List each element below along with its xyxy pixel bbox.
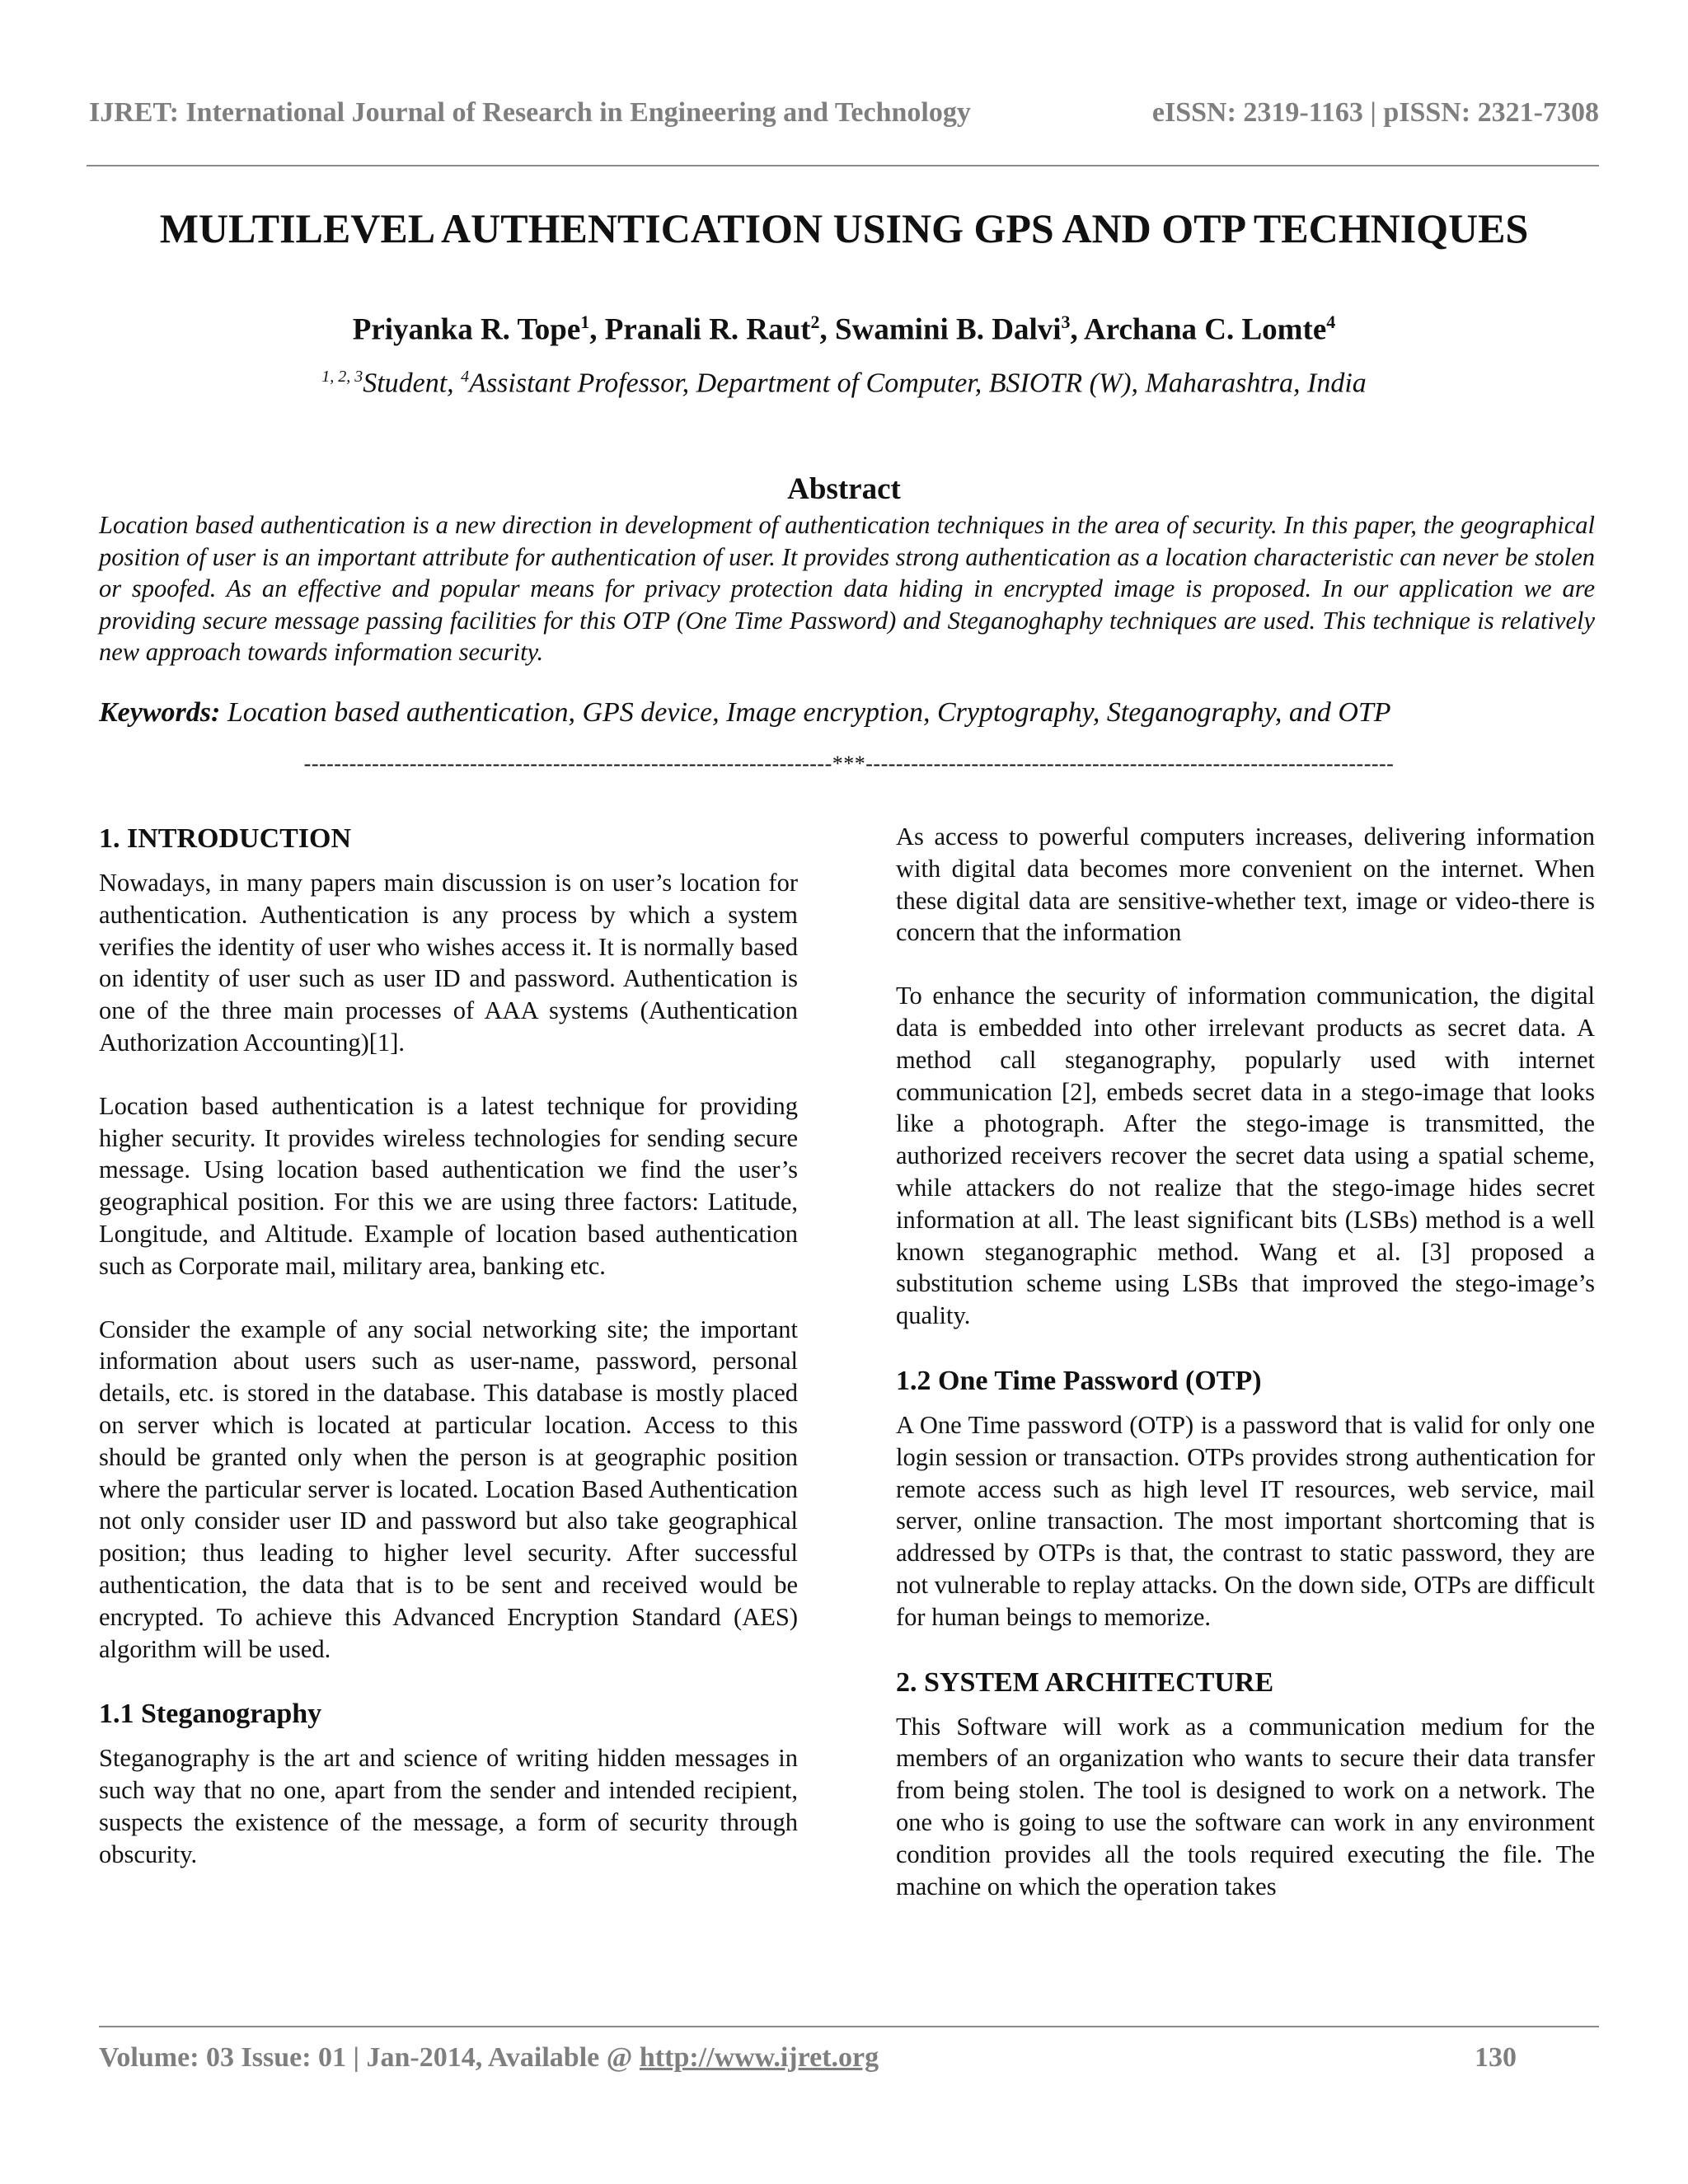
affiliation bbox=[0, 368, 1688, 399]
footer-volume bbox=[99, 2042, 879, 2074]
paper-title: MULTILEVEL AUTHENTICATION USING GPS AND OTP TECHNIQUES bbox=[159, 205, 1529, 251]
paragraph: A One Time password (OTP) is a password that is valid for only one login session or transaction. OTPs provides strong authentication for remote access such as high level IT resources, web service, mail server, online transaction. The most important shortcoming that is addressed by OTPs is that, the contrast to static password, they are not vulnerable to replay attacks. On the down side, OTPs are difficult for human beings to memorize. bbox=[896, 1410, 1595, 1631]
affiliation-sup: 1, 2, 3 bbox=[321, 368, 363, 386]
paragraph: Steganography is the art and science of writing hidden messages in such way that no one, apart from the sender and intended recipient, suspects the existence of the message, a form of security through obscurity. bbox=[99, 1744, 798, 1868]
running-header bbox=[89, 97, 1599, 129]
keywords-line bbox=[99, 697, 1599, 729]
affiliation-text: Assistant Professor, Department of Computer, BSIOTR (W), Maharashtra, India bbox=[469, 368, 1367, 399]
paragraph: Consider the example of any social networking site; the important information about users such as user-name, password, personal details, etc. is stored in the database. This database is mostly placed on server which is located at particular location. Access to this should be granted only when the person is at geographic position where the particular server is located. Location Based Authentication not only consider user ID and password but also take geographical position; thus leading to higher level security. After successful authentication, the data that is to be sent and received would be encrypted. To achieve this Advanced Encryption Standard (AES) algorithm will be used. bbox=[99, 1315, 798, 1663]
author-sep: , bbox=[1070, 312, 1084, 347]
author-list bbox=[0, 312, 1688, 347]
abstract-heading: Abstract bbox=[787, 472, 901, 506]
author-sep: , bbox=[589, 312, 605, 347]
section-heading: 2. SYSTEM ARCHITECTURE bbox=[896, 1666, 1274, 1698]
author-name: Archana C. Lomte bbox=[1083, 312, 1327, 347]
page-number: 130 bbox=[1475, 2042, 1517, 2073]
running-footer bbox=[99, 2042, 1517, 2074]
volume-text: Volume: 03 Issue: 01 | Jan-2014, Available @ bbox=[99, 2042, 640, 2073]
section-heading: 1. INTRODUCTION bbox=[99, 823, 352, 854]
author-sup: 1 bbox=[580, 312, 590, 332]
paragraph: To enhance the security of information communication, the digital data is embedded into other irrelevant products as secret data. A method call steganography, popularly used with internet communication [2], embeds secret data in a stego-image that looks like a photograph. After the stego-image is transmitted, the authorized receivers recover the secret data using a spatial scheme, while attackers do not realize that the stego-image hides secret information at all. The least significant bits (LSBs) method is a well known steganographic method. Wang et al. [3] proposed a substitution scheme using LSBs that improved the stego-image’s quality. bbox=[896, 982, 1595, 1330]
paragraph: Location based authentication is a latest technique for providing higher security. It provides wireless technologies for sending secure message. Using location based authentication we find the user’s geographical position. For this we are using three factors: Latitude, Longitude, and Altitude. Example of location based authentication such as Corporate mail, military area, banking etc. bbox=[99, 1091, 798, 1280]
paragraph: As access to powerful computers increases, delivering information with digital data becomes more convenient on the internet. When these digital data are sensitive-whether text, image or video-there is concern that the information bbox=[896, 823, 1595, 947]
footer-divider bbox=[99, 2026, 1599, 2027]
paragraph: This Software will work as a communication medium for the members of an organization who wants to secure their data transfer from being stolen. The tool is designed to work on a network. The one who is going to use the software can work in any environment condition provides all the tools required executing the file. The machine on which the operation takes bbox=[896, 1712, 1595, 1900]
author-name: Pranali R. Raut bbox=[604, 312, 811, 347]
affiliation-sup: 4 bbox=[461, 368, 470, 386]
section-heading: 1.2 One Time Password (OTP) bbox=[896, 1365, 1262, 1396]
author-name: Swamini B. Dalvi bbox=[835, 312, 1062, 347]
keywords-text: Location based authentication, GPS device, Image encryption, Cryptography, Steganography, and OTP bbox=[220, 697, 1391, 728]
author-sep: , bbox=[819, 312, 836, 347]
author-sup: 2 bbox=[810, 312, 820, 332]
author-sup: 4 bbox=[1326, 312, 1336, 332]
keywords-label: Keywords: bbox=[99, 697, 221, 728]
journal-name: IJRET: International Journal of Research in Engineering and Technology bbox=[89, 97, 971, 128]
section-separator: ----------------------------------------------------------------------***---------------------------------------------------------------------- bbox=[303, 752, 1395, 776]
author-sup: 3 bbox=[1061, 312, 1071, 332]
author-name: Priyanka R. Tope bbox=[352, 312, 581, 347]
section-heading: 1.1 Steganography bbox=[99, 1699, 322, 1730]
left-column bbox=[99, 821, 798, 1902]
abstract-text: Location based authentication is a new direction in development of authentication techniques in the area of security. In this paper, the geographical position of user is an important attribute for authentication of user. It provides strong authentication as a location characteristic can never be stolen or spoofed. As an effective and popular means for privacy protection data hiding in encrypted image is proposed. In our application we are providing secure message passing facilities for this OTP (One Time Password) and Steganoghaphy techniques are used. This technique is relatively new approach towards information security. bbox=[99, 511, 1595, 666]
issn-info: eISSN: 2319-1163 | pISSN: 2321-7308 bbox=[1151, 97, 1599, 128]
journal-link[interactable]: http://www.ijret.org bbox=[639, 2042, 879, 2073]
header-divider bbox=[87, 165, 1599, 166]
affiliation-text: Student, bbox=[363, 368, 462, 399]
right-column bbox=[896, 821, 1595, 1933]
paragraph: Nowadays, in many papers main discussion is on user’s location for authentication. Authentication is any process by which a system verifies the identity of user who wishes access it. It is normally based on identity of user such as user ID and password. Authentication is one of the three main processes of AAA systems (Authentication Authorization Accounting)[1]. bbox=[99, 869, 798, 1057]
